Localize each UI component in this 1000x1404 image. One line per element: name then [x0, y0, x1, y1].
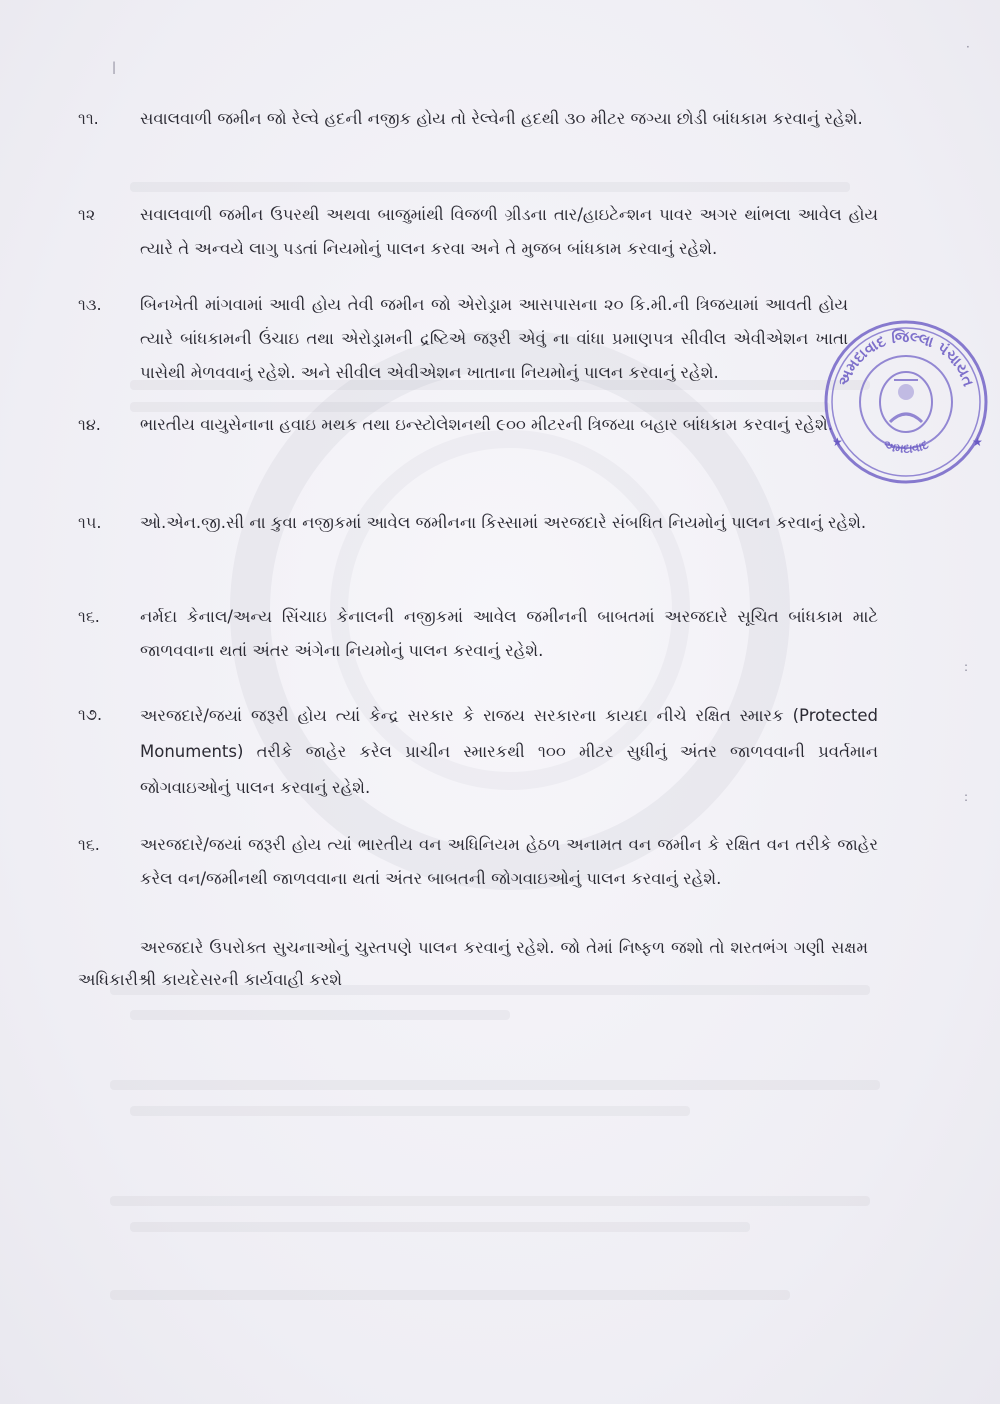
clause-text: બિનખેતી માંગવામાં આવી હોય તેવી જમીન જો એરોડ્રામ આસપાસના ૨૦ કિ.મી.ની ત્રિજયામાં આવતી હોય ત્યારે બાંધકામની ઉંચાઇ તથા એરોડ્રામની દ્રષ્ટિએ જરૂરી એવું ના વાંધા પ્રમાણપત્ર સીવીલ એવીએશન ખાતા પાસેથી મેળવવાનું રહેશે. અને સીવીલ એવીએશન ખાતાના નિયમોનું પાલન કરવાનું રહેશે. [140, 295, 848, 382]
clause-16 [78, 600, 878, 668]
margin-mark: : [964, 660, 969, 674]
clause-12 [78, 198, 878, 266]
stamp-outer-text: અમદાવાદ જિલ્લા પંચાયત [834, 327, 978, 389]
clause-text: સવાલવાળી જમીન જો રેલ્વે હદની નજીક હોય તો રેલ્વેની હદથી ૩૦ મીટર જગ્યા છોડી બાંધકામ કરવાનું રહેશે. [140, 109, 863, 128]
clause-text: નર્મદા કેનાલ/અન્ય સિંચાઇ કેનાલની નજીકમાં આવેલ જમીનની બાબતમાં અરજદારે સૂચિત બાંધકામ માટે જાળવવાના થતાં અંતર અંગેના નિયમોનું પાલન કરવાનું રહેશે. [140, 607, 878, 660]
stamp-emblem [880, 372, 932, 432]
clause-text: ઓ.એન.જી.સી ના કુવા નજીકમાં આવેલ જમીનના કિસ્સામાં અરજદારે સંબધિત નિયમોનું પાલન કરવાનું રહેશે. [140, 513, 867, 532]
bleed-through-line [130, 1106, 690, 1116]
clause-18 [78, 828, 878, 896]
clause-11 [78, 102, 878, 136]
clause-text: અરજદારે/જયાં જરૂરી હોય ત્યાં કેન્દ્ર સરકાર કે રાજય સરકારના કાયદા નીચે રક્ષિત સ્મારક (Protected Monuments) તરીકે જાહેર કરેલ પ્રાચીન સ્મારકથી ૧૦૦ મીટર સુધીનું અંતર જાળવવાની પ્રવર્તમાન જોગવાઇઓનું પાલન કરવાનું રહેશે. [140, 706, 878, 797]
clause-number: ૧૧. [78, 109, 99, 128]
clause-number: ૧૨ [78, 205, 96, 224]
stamp-bottom-text: અમદાવાદ [881, 437, 931, 456]
bleed-through-line [130, 182, 850, 192]
clause-number: ૧૬. [78, 607, 100, 626]
margin-mark: | [112, 60, 117, 74]
clause-text: ભારતીય વાયુસેનાના હવાઇ મથક તથા ઇન્સ્ટોલેશનથી ૯૦૦ મીટરની ત્રિજયા બહાર બાંધકામ કરવાનું રહેશે. [140, 415, 833, 434]
stamp-star-icon: ★ [972, 435, 983, 449]
bleed-through-line [110, 1080, 880, 1090]
margin-mark: · [966, 40, 970, 54]
stamp-star-icon: ★ [832, 435, 843, 449]
bleed-through-line [110, 1290, 790, 1300]
clause-number: ૧૭. [78, 705, 103, 724]
clause-number: ૧૫. [78, 513, 102, 532]
clause-17 [78, 698, 878, 806]
clause-15 [78, 506, 878, 540]
clause-text: અરજદારે/જયાં જરૂરી હોય ત્યાં ભારતીય વન અધિનિયમ હેઠળ અનામત વન જમીન કે રક્ષિત વન તરીકે જાહેર કરેલ વન/જમીનથી જાળવવાના થતાં અંતર બાબતની જોગવાઇઓનું પાલન કરવાનું રહેશે. [140, 835, 878, 888]
bleed-through-line [130, 1010, 510, 1020]
bleed-through-line [130, 1222, 750, 1232]
closing-paragraph: અરજદારે ઉપરોક્ત સુચનાઓનું ચુસ્તપણે પાલન કરવાનું રહેશે. જો તેમાં નિષ્ફળ જશો તો શરતભંગ ગણી સક્ષમ અધિકારીશ્રી કાયદેસરની કાર્યવાહી કરશે [78, 938, 868, 989]
clause-13 [78, 288, 848, 390]
clause-number: ૧૬. [78, 835, 100, 854]
clause-number: ૧૩. [78, 295, 102, 314]
office-stamp [822, 318, 990, 486]
clause-14 [78, 408, 848, 442]
margin-mark: : [964, 790, 969, 804]
clause-text: સવાલવાળી જમીન ઉપરથી અથવા બાજુમાંથી વિજળી ગ્રીડના તાર/હાઇટેન્શન પાવર અગર થાંભલા આવેલ હોય ત્યારે તે અન્વયે લાગુ પડતાં નિયમોનું પાલન કરવા અને તે મુજબ બાંધકામ કરવાનું રહેશે. [140, 205, 878, 258]
clause-number: ૧૪. [78, 415, 101, 434]
bleed-through-line [110, 1196, 870, 1206]
